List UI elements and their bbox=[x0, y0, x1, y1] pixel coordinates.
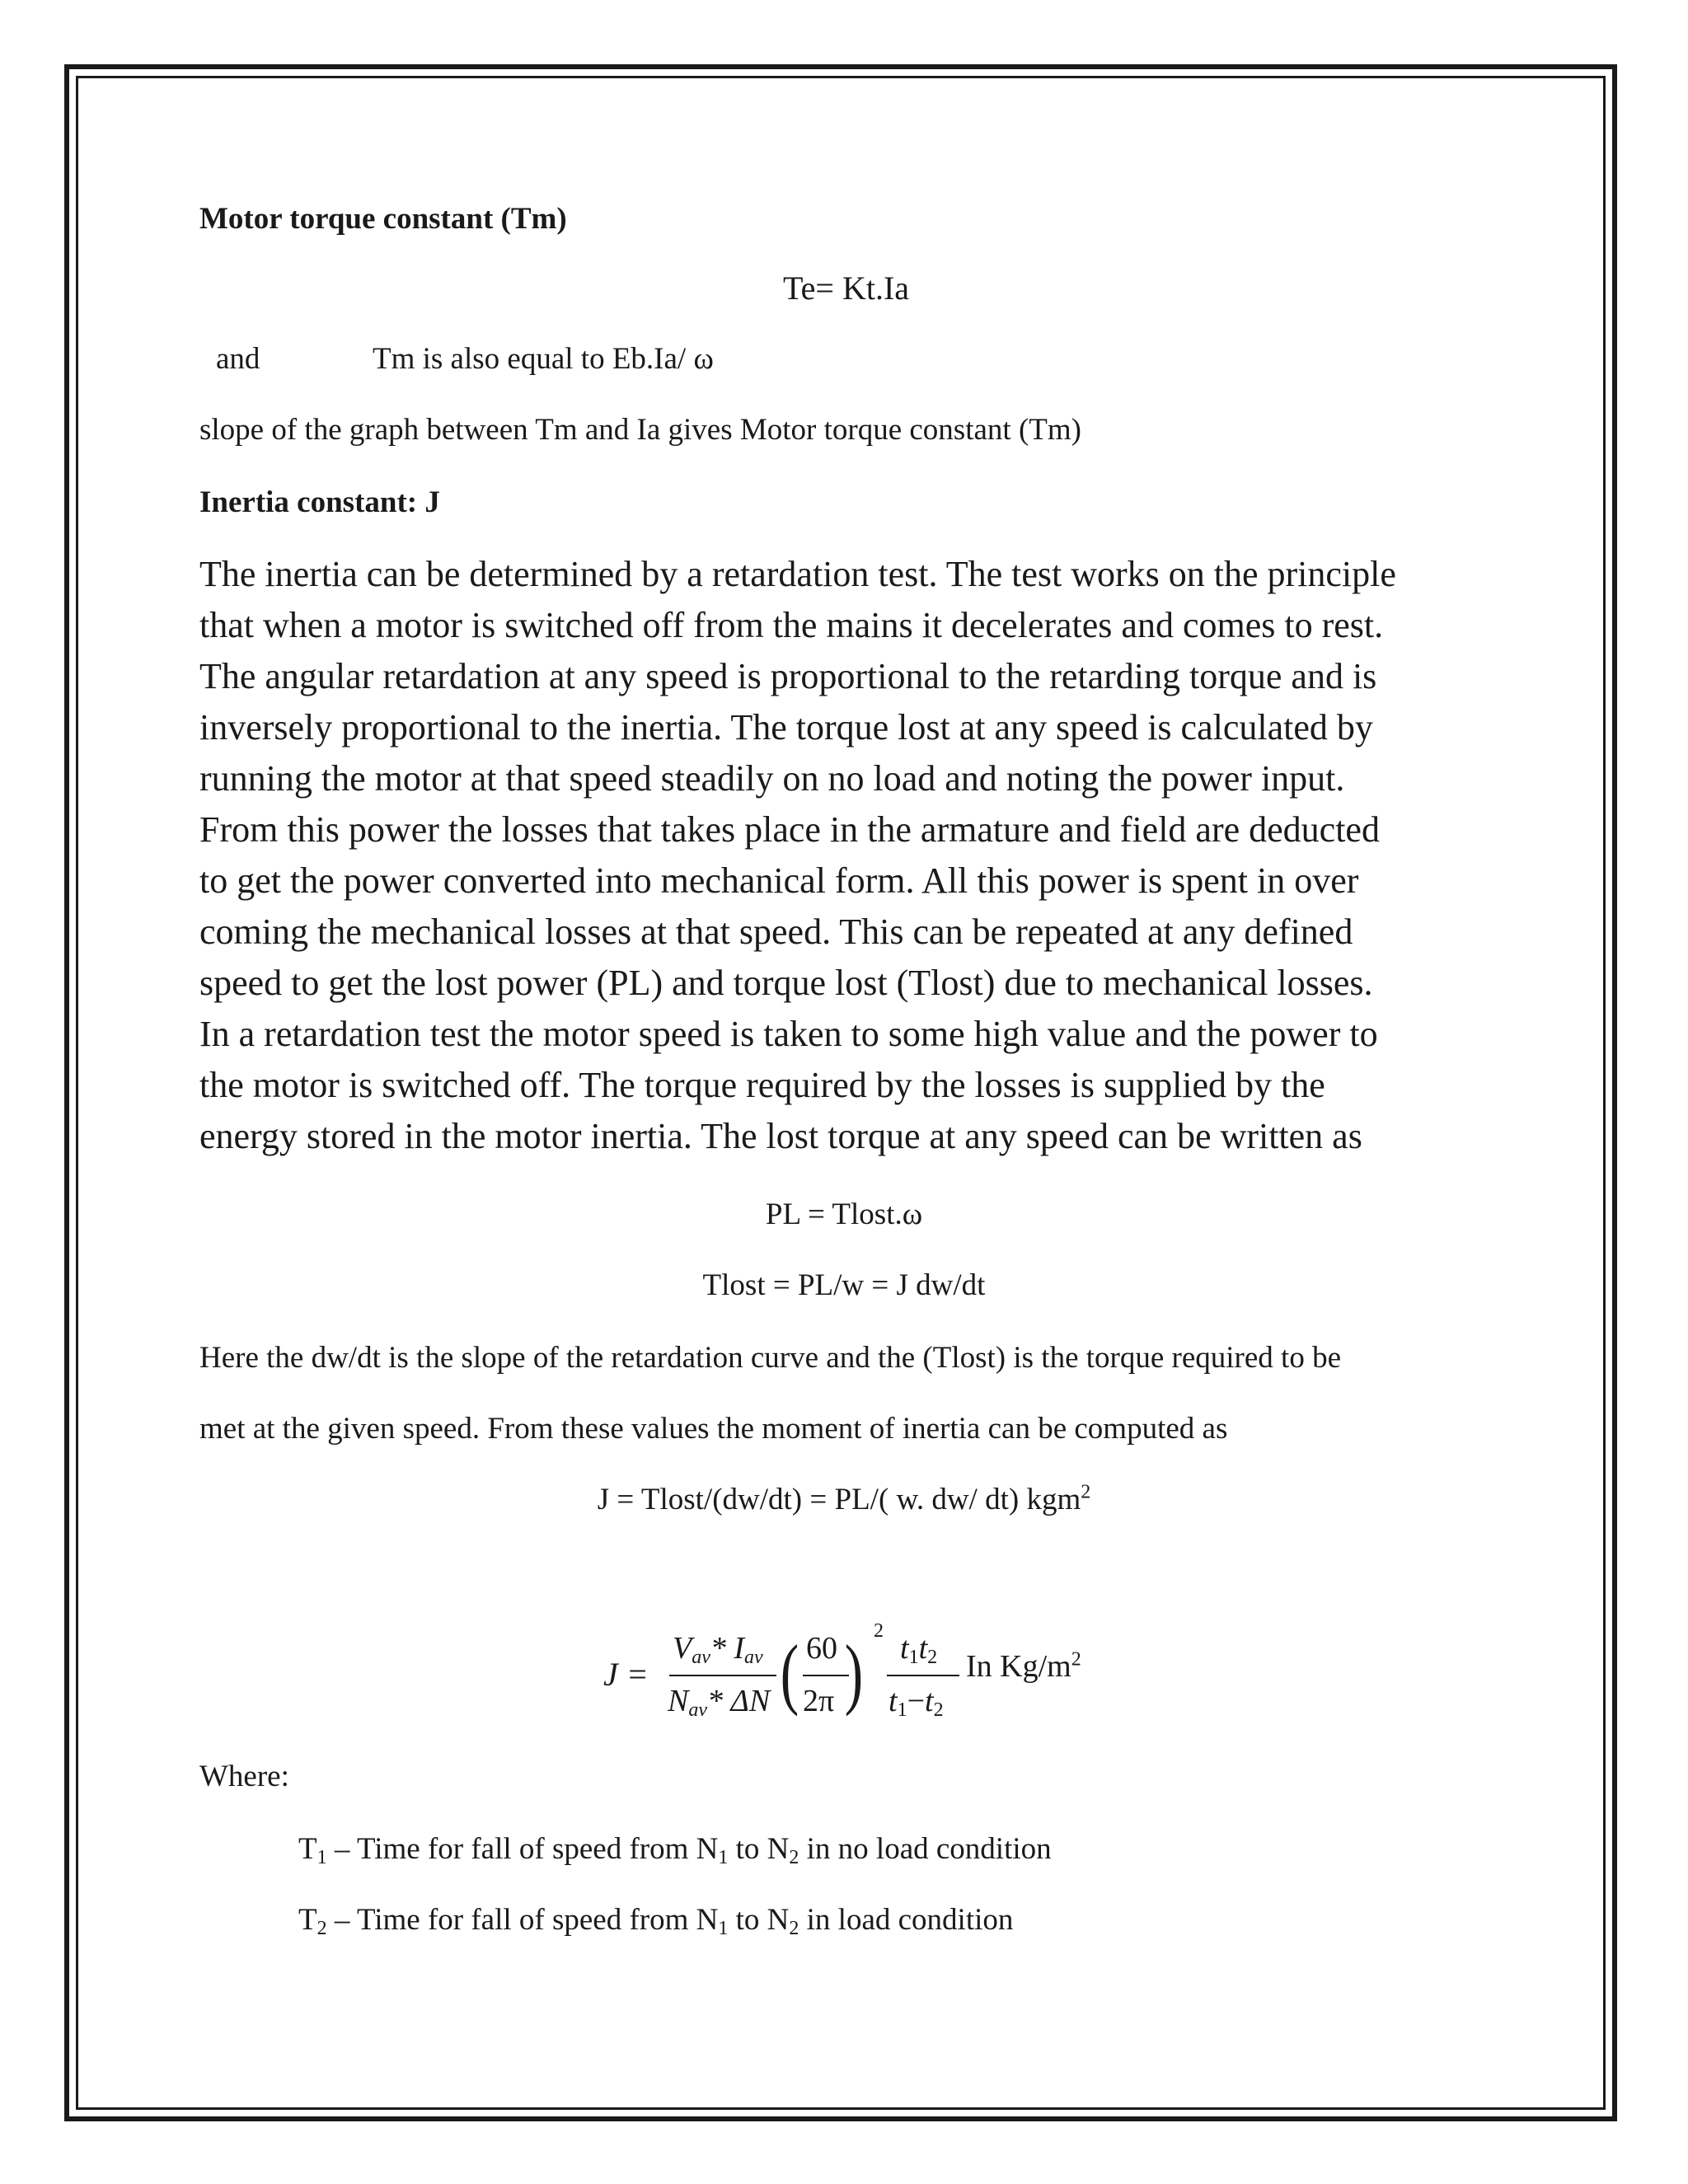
equation-pl: PL = Tlost.ω bbox=[765, 1197, 923, 1231]
def2-t: T bbox=[298, 1903, 317, 1937]
formula-units-text: In Kg/m bbox=[966, 1649, 1071, 1684]
def2-text2: to N bbox=[728, 1903, 790, 1937]
formula-t2-den: t bbox=[925, 1684, 934, 1718]
def2-sub: 2 bbox=[316, 1918, 327, 1939]
equation-j-text: J = Tlost/(dw/dt) = PL/( w. dw/ dt) kgm bbox=[597, 1483, 1081, 1516]
retardation-test-paragraph: The inertia can be determined by a retardation test. The test works on the principle that when a motor is switched off from the mains it decelerates and comes to rest. The angular retardation at any speed is proportional to the retarding torque and is inversely proportional to the inertia. The torque lost at any speed is calculated by running the motor at that speed steadily on no load and noting the power input. From this power the losses that takes place in the armature and field are deducted to get the power converted into mechanical form. All this power is spent in over coming the mechanical losses at that speed. This can be repeated at any defined speed to get the lost power (PL) and torque lost (Tlost) due to mechanical losses. In a retardation test the motor speed is taken to some high value and the power to the motor is switched off. The torque required by the losses is supplied by the energy stored in the motor inertia. The lost torque at any speed can be written as bbox=[199, 554, 1396, 1156]
formula-sixty: 60 bbox=[806, 1631, 837, 1666]
slope-statement: slope of the graph between Tm and Ia gives Motor torque constant (Tm) bbox=[199, 413, 1081, 447]
formula-sub-2-den: 2 bbox=[933, 1699, 944, 1721]
formula-t1: t bbox=[900, 1631, 909, 1666]
def1-t: T bbox=[298, 1832, 317, 1866]
def2-n2: 2 bbox=[789, 1918, 799, 1939]
def1-n2: 2 bbox=[789, 1847, 799, 1868]
formula-sub-2: 2 bbox=[927, 1647, 938, 1668]
inertia-formula bbox=[593, 1615, 1121, 1731]
formula-lhs: J = bbox=[603, 1656, 649, 1693]
left-paren: ( bbox=[780, 1629, 799, 1717]
formula-av-2: av bbox=[744, 1647, 763, 1668]
explanation-line-2: met at the given speed. From these values the moment of inertia can be computed as bbox=[199, 1412, 1228, 1446]
formula-t1-den: t bbox=[889, 1684, 898, 1718]
def1-text1: – Time for fall of speed from N bbox=[326, 1832, 719, 1866]
where-label: Where: bbox=[199, 1760, 289, 1793]
formula-star-dn: * ΔN bbox=[707, 1684, 771, 1718]
formula-power: 2 bbox=[874, 1620, 884, 1642]
formula-numerator-3 bbox=[900, 1630, 937, 1666]
formula-av-1: av bbox=[692, 1647, 710, 1668]
def2-text3: in load condition bbox=[799, 1903, 1014, 1937]
formula-t2: t bbox=[918, 1631, 928, 1666]
heading-inertia-constant: Inertia constant: J bbox=[199, 485, 440, 519]
definition-t2 bbox=[298, 1902, 1013, 1938]
heading-motor-torque-constant: Motor torque constant (Tm) bbox=[199, 202, 567, 236]
def2-text1: – Time for fall of speed from N bbox=[326, 1903, 719, 1937]
formula-numerator-1 bbox=[673, 1630, 763, 1666]
def1-text3: in no load condition bbox=[799, 1832, 1052, 1866]
formula-denominator-3 bbox=[889, 1683, 944, 1719]
definition-t1 bbox=[298, 1831, 1052, 1867]
formula-sub-1: 1 bbox=[908, 1647, 919, 1668]
fraction-bar-3 bbox=[887, 1675, 959, 1676]
fraction-bar-2 bbox=[803, 1675, 849, 1676]
equation-te: Te= Kt.Ia bbox=[783, 269, 910, 307]
def1-text2: to N bbox=[728, 1832, 790, 1866]
def1-sub: 1 bbox=[316, 1847, 327, 1868]
formula-star-i: * I bbox=[710, 1631, 745, 1666]
formula-v: V bbox=[673, 1631, 692, 1666]
and-label: and bbox=[216, 342, 260, 376]
formula-n: N bbox=[668, 1684, 689, 1718]
equation-j-superscript: 2 bbox=[1081, 1481, 1091, 1503]
formula-sub-1-den: 1 bbox=[897, 1699, 907, 1721]
equation-tlost: Tlost = PL/w = J dw/dt bbox=[702, 1268, 986, 1302]
equation-tm: Tm is also equal to Eb.Ia/ ω bbox=[373, 342, 714, 376]
formula-denominator-1 bbox=[668, 1683, 770, 1719]
fraction-bar-1 bbox=[669, 1675, 776, 1676]
formula-av-3: av bbox=[688, 1699, 708, 1721]
def2-n1: 1 bbox=[718, 1918, 729, 1939]
formula-minus: − bbox=[907, 1684, 925, 1718]
def1-n1: 1 bbox=[718, 1847, 729, 1868]
right-paren: ) bbox=[844, 1629, 864, 1717]
equation-j bbox=[0, 1482, 1688, 1517]
formula-units bbox=[966, 1648, 1081, 1685]
formula-units-sup: 2 bbox=[1071, 1648, 1081, 1671]
formula-two-pi: 2π bbox=[803, 1684, 835, 1718]
explanation-line-1: Here the dw/dt is the slope of the retardation curve and the (Tlost) is the torque required to be bbox=[199, 1341, 1341, 1375]
